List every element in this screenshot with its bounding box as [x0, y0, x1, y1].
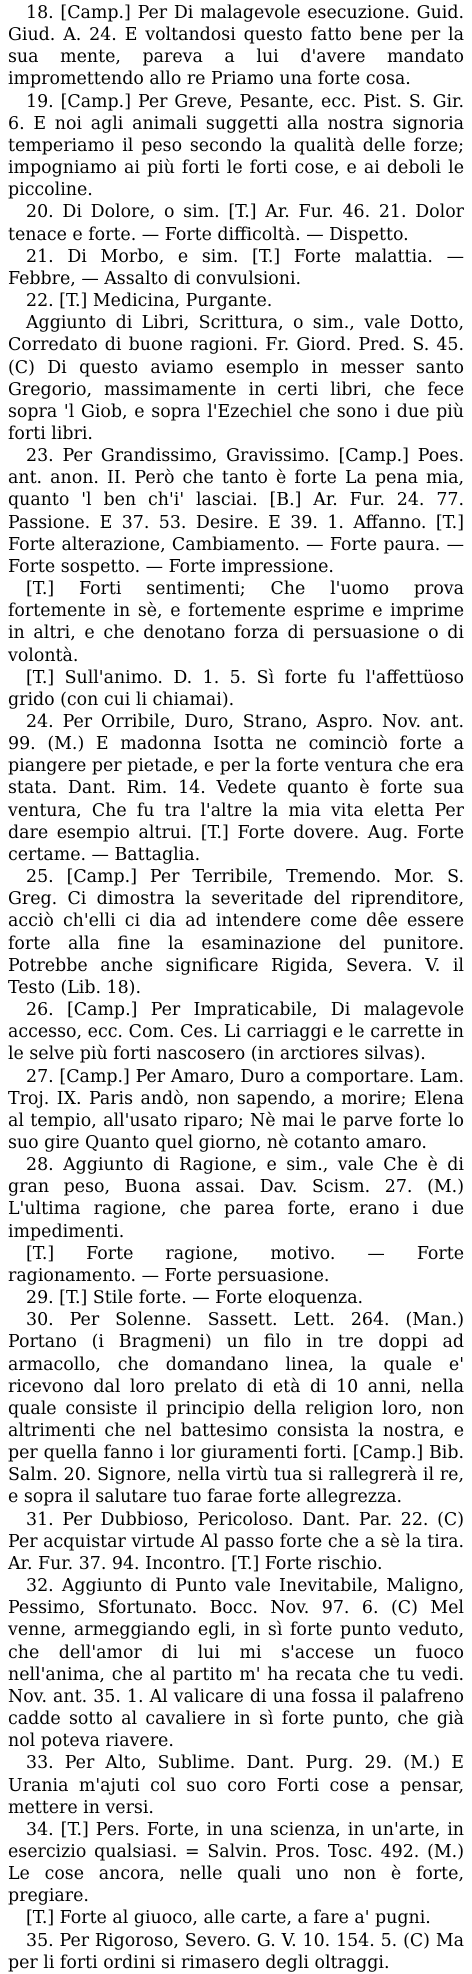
entry-29: 29. [T.] Stile forte. — Forte eloquenza.: [26, 1288, 364, 1309]
entry-28-sub: [T.] Forte ragione, motivo. — Forte ragionamento. — Forte persuasione.: [8, 1243, 464, 1286]
entry-27: 27. [Camp.] Per Amaro, Duro a comportare. Lam. Troj. IX. Paris andò, non sapendo, a morire; Elena al tempio, all'usato riparo; Nè mai le parve forte lo suo gire Quanto quel giorno, nè cotanto amaro.: [8, 1066, 464, 1153]
entry-22: 22. [T.] Medicina, Purgante.: [26, 291, 273, 312]
entry-25: 25. [Camp.] Per Terribile, Tremendo. Mor. S. Greg. Ci dimostra la severitade del riprenditore, acciò ch'elli ci dia ad intendere come dêe essere forte alla fine la esaminazione del punitore. Potrebbe anche significare Rigida, Severa. V. il Testo (Lib. 18).: [8, 867, 464, 998]
entry-35: 35. Per Rigoroso, Severo. G. V. 10. 154. 5. (C) Ma per li forti ordini si rimasero degli oltraggi.: [8, 1930, 464, 1973]
entry-20: 20. Di Dolore, o sim. [T.] Ar. Fur. 46. 21. Dolor tenace e forte. — Forte difficoltà. — Dispetto.: [8, 202, 464, 245]
entry-31: 31. Per Dubbioso, Pericoloso. Dant. Par. 22. (C) Per acquistar virtude Al passo forte che a sè la tira. Ar. Fur. 37. 94. Incontro. [T.] Forte rischio.: [8, 1509, 464, 1574]
entry-23-sub-b: [T.] Sull'animo. D. 1. 5. Sì forte fu l'affettüoso grido (con cui li chiamai).: [8, 667, 464, 710]
entry-26: 26. [Camp.] Per Impraticabile, Di malagevole accesso, ecc. Com. Ces. Li carriaggi e le carrette in le selve più forti nascosero (in arctiores silvas).: [8, 1000, 464, 1065]
entry-24: 24. Per Orribile, Duro, Strano, Aspro. Nov. ant. 99. (M.) E madonna Isotta ne cominciò forte a piangere per pietade, e per la forte ventura che era stata. Dant. Rim. 14. Vedete quanto è forte sua ventura, Che fu tra l'altre la mia vita eletta Per dare esempio altrui. [T.] Forte dovere. Aug. Forte certame. — Battaglia.: [8, 712, 464, 865]
entry-22-sub: Aggiunto di Libri, Scrittura, o sim., vale Dotto, Corredato di buone ragioni. Fr. Giord. Pred. S. 45. (C) Di questo aviamo esemplo in messer santo Gregorio, massimamente in certi libri, che fece sopra 'l Giob, e sopra l'Ezechiel che sono i due più forti libri.: [8, 313, 464, 444]
entry-21: 21. Di Morbo, e sim. [T.] Forte malattia. — Febbre, — Assalto di convulsioni.: [8, 246, 464, 289]
entry-34: 34. [T.] Pers. Forte, in una scienza, in un'arte, in esercizio qualsiasi. = Salvin. Pros. Tosc. 492. (M.) Le cose ancora, nelle quali uno non è forte, pregiare.: [8, 1819, 464, 1907]
entry-28: 28. Aggiunto di Ragione, e sim., vale Che è di gran peso, Buona assai. Dav. Scism. 27. (M.) L'ultima ragione, che parea forte, erano i due impedimenti.: [8, 1155, 464, 1242]
entry-32: 32. Aggiunto di Punto vale Inevitabile, Maligno, Pessimo, Sfortunato. Bocc. Nov. 97. 6. (C) Mel venne, armeggiando egli, in sì forte punto veduto, che dell'amor di lui mi s'accese un fuoco nell'anima, che al partito m' ha recata che tu vedi. Nov. ant. 35. 1. Al valicare di una fossa il palafreno cadde sotto al cavaliere in sì forte punto, che già nol poteva riavere.: [8, 1576, 464, 1752]
entry-23: 23. Per Grandissimo, Gravissimo. [Camp.] Poes. ant. anon. II. Però che tanto è forte La pena mia, quanto 'l ben ch'i' lasciai. [B.] Ar. Fur. 24. 77. Passione. E 37. 53. Desire. E 39. 1. Affanno. [T.] Forte alterazione, Cambiamento. — Forte paura. — Forte sospetto. — Forte impressione.: [8, 446, 464, 577]
entry-30: 30. Per Solenne. Sassett. Lett. 264. (Man.) Portano (i Bragmeni) un filo in tre doppi ad armacollo, che domandano linea, la quale e' ricevono dal loro prelato di età di 10 anni, nella quale consiste il principio della religion loro, non altrimenti che nel battesimo consista la nostra, e per quella fanno i lor giuramenti forti. [Camp.] Bib. Salm. 20. Signore, nella virtù tua si rallegrerà il re, e sopra il salutare tuo farae forte allegrezza.: [8, 1310, 464, 1508]
entry-23-sub-a: [T.] Forti sentimenti; Che l'uomo prova fortemente in sè, e fortemente esprime e imprime in altri, e che denotano forza di persuasione o di volontà.: [8, 579, 464, 666]
entry-33: 33. Per Alto, Sublime. Dant. Purg. 29. (M.) E Urania m'ajuti col suo coro Forti cose a pensar, mettere in versi.: [8, 1753, 464, 1818]
entry-34-sub: [T.] Forte al giuoco, alle carte, a fare a' pugni.: [26, 1908, 431, 1929]
entry-19: 19. [Camp.] Per Greve, Pesante, ecc. Pist. S. Gir. 6. E noi agli animali suggetti alla nostra signoria temperiamo il peso secondo la qualità delle forze; impogniamo ai più forti le forti cose, e ai deboli le piccoline.: [8, 91, 464, 201]
entry-18: 18. [Camp.] Per Di malagevole esecuzione. Guid. Giud. A. 24. E voltandosi questo fatto bene per la sua mente, pareva a lui d'avere mandato impromettendo allo re Priamo una forte cosa.: [8, 3, 464, 90]
